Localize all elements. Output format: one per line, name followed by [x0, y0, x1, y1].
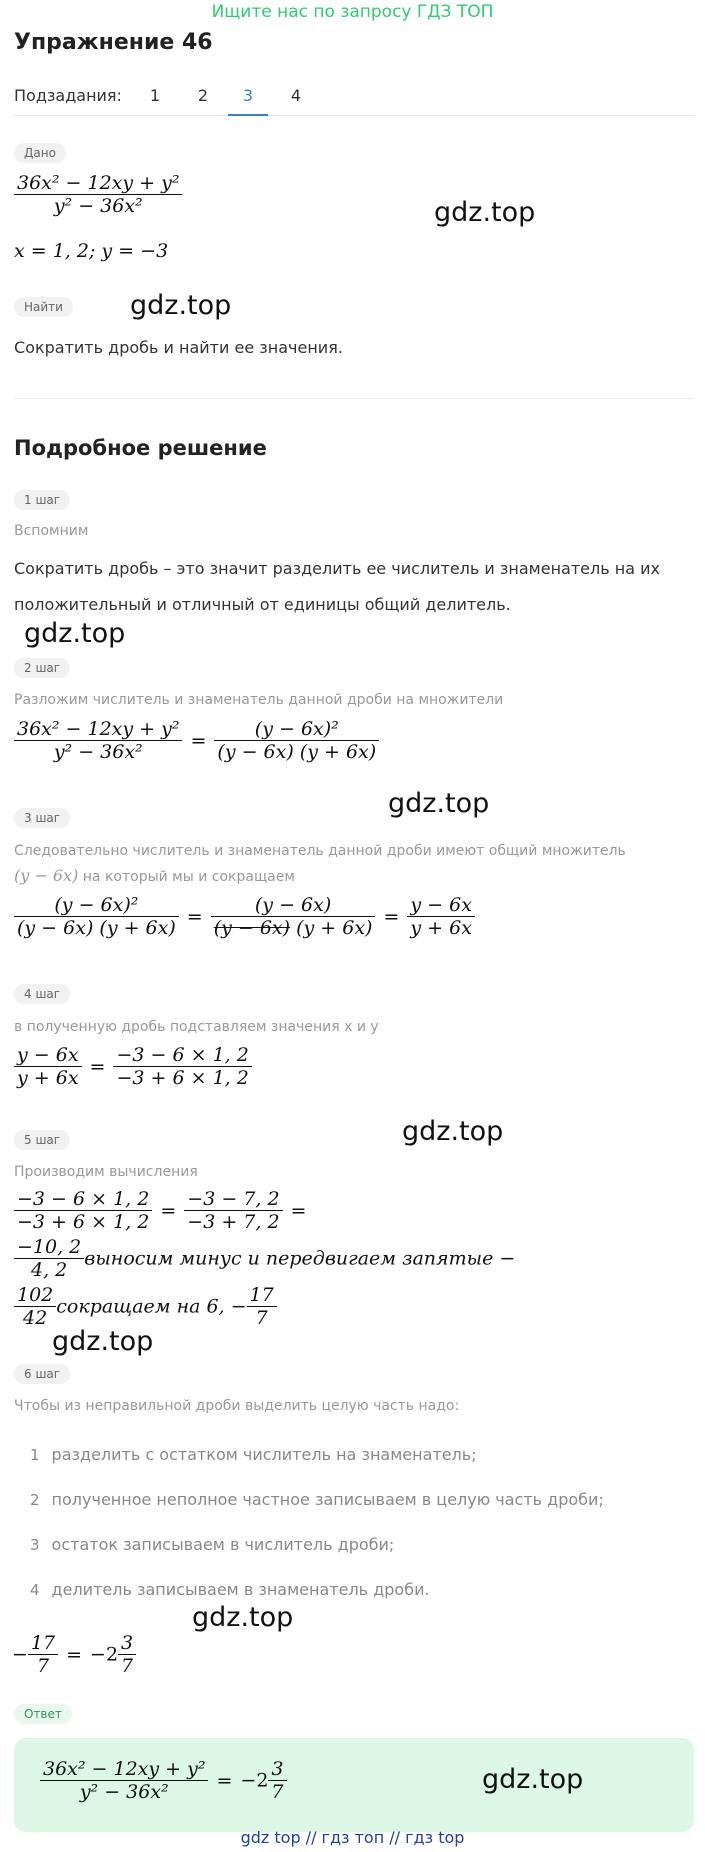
given-fraction-numerator: 36x² − 12xy + y² [14, 172, 182, 195]
watermark: gdz.top [52, 1326, 154, 1357]
equals-sign: = [383, 905, 400, 928]
step-5-b-denominator: −3 + 7, 2 [187, 1211, 280, 1233]
step-2-chip: 2 шаг [14, 658, 70, 678]
list-item-number: 2 [30, 1491, 40, 1509]
step-5-chip: 5 шаг [14, 1130, 70, 1150]
given-fraction [14, 172, 182, 217]
equals-sign: = [89, 1055, 106, 1078]
given-fraction-denominator: y² − 36x² [53, 195, 143, 217]
step-4-equation [14, 1044, 252, 1089]
tab-subtask-3[interactable]: 3 [242, 86, 254, 105]
step-3-c-denominator: y + 6x [410, 917, 472, 939]
find-text: Сократить дробь и найти ее значения. [14, 338, 343, 357]
step-5-muted: Производим вычисления [14, 1164, 198, 1180]
tabs-divider [14, 115, 694, 116]
step-6-rhs-denominator: 7 [121, 1655, 134, 1677]
equals-sign: = [160, 1199, 177, 1222]
equals-sign: = [290, 1199, 307, 1222]
answer-box [14, 1738, 694, 1832]
step-3-a-numerator: (y − 6x)² [14, 894, 179, 917]
step-3-b-denominator [211, 917, 376, 939]
step-5-d-denominator: 42 [23, 1307, 48, 1329]
answer-fraction-denominator: 7 [271, 1781, 284, 1803]
step-4-chip: 4 шаг [14, 984, 70, 1004]
footer-links[interactable]: gdz top // гдз топ // гдз top [240, 1828, 465, 1847]
step-6-f-denominator: 7 [36, 1655, 50, 1677]
step-5-c-numerator: −10, 2 [14, 1236, 84, 1259]
step-5-c-denominator: 4, 2 [31, 1259, 68, 1281]
step-5-e-denominator: 7 [255, 1307, 268, 1329]
step-3-chip: 3 шаг [14, 808, 70, 828]
section-divider [14, 398, 694, 399]
step-2-lhs-numerator: 36x² − 12xy + y² [14, 718, 182, 741]
step-1-line-1: Сократить дробь – это значит разделить ее числитель и знаменатель на их [14, 559, 660, 578]
answer-chip: Ответ [14, 1704, 72, 1724]
list-item-text: полученное неполное частное записываем в целую часть дроби; [51, 1490, 604, 1509]
step-4-a-denominator: y + 6x [17, 1067, 79, 1089]
list-item [30, 1490, 604, 1509]
step-2-rhs-denominator: (y − 6x) (y + 6x) [217, 741, 377, 763]
step-6-equation [12, 1632, 136, 1677]
equals-sign: = [190, 729, 207, 752]
step-5-a-denominator: −3 + 6 × 1, 2 [17, 1211, 150, 1233]
step-3-b-remaining-factor: (y + 6x) [290, 917, 373, 939]
step-6-f-numerator: 17 [28, 1632, 58, 1655]
step-5-d-numerator: 102 [14, 1284, 56, 1307]
step-6-muted: Чтобы из неправильной дроби выделить целую часть надо: [14, 1398, 460, 1414]
step-3-b-numerator: (y − 6x) [211, 894, 376, 917]
list-item-number: 4 [30, 1581, 40, 1599]
answer-equation [40, 1758, 287, 1803]
list-item-text: остаток записываем в числитель дроби; [51, 1535, 395, 1554]
step-1-chip: 1 шаг [14, 490, 70, 510]
step-5-b-numerator: −3 − 7, 2 [184, 1188, 282, 1211]
list-item-number: 1 [30, 1446, 40, 1464]
step-5-equation-3 [14, 1284, 277, 1329]
watermark: gdz.top [388, 788, 490, 819]
step-6-whole-part: −2 [90, 1643, 119, 1666]
tab-subtask-1[interactable]: 1 [149, 86, 161, 105]
step-3-muted-line-1: Следовательно числитель и знаменатель данной дроби имеют общий множитель [14, 843, 626, 859]
answer-numerator: 36x² − 12xy + y² [40, 1758, 208, 1781]
list-item [30, 1535, 394, 1554]
step-5-a-numerator: −3 − 6 × 1, 2 [14, 1188, 152, 1211]
watermark: gdz.top [402, 1116, 504, 1147]
step-4-b-numerator: −3 − 6 × 1, 2 [113, 1044, 251, 1067]
watermark: gdz.top [130, 290, 232, 321]
list-item-text: разделить с остатком числитель на знаменатель; [51, 1445, 477, 1464]
active-tab-indicator [228, 114, 268, 116]
watermark: gdz.top [192, 1602, 294, 1633]
given-values: x = 1, 2; y = −3 [14, 240, 169, 262]
step-2-equation [14, 718, 379, 763]
step-3-c-numerator: y − 6x [407, 894, 475, 917]
step-6-rhs-numerator: 3 [118, 1632, 136, 1655]
step-2-lhs-denominator: y² − 36x² [53, 741, 143, 763]
top-search-link[interactable]: Ищите нас по запросу ГДЗ ТОП [211, 2, 494, 22]
answer-denominator: y² − 36x² [79, 1781, 169, 1803]
step-5-equation-1 [14, 1188, 314, 1233]
answer-fraction-numerator: 3 [268, 1758, 286, 1781]
watermark: gdz.top [482, 1764, 584, 1795]
minus-sign: − [12, 1643, 28, 1666]
step-1-line-2: положительный и отличный от единицы общий делитель. [14, 595, 511, 614]
solution-title: Подробное решение [14, 436, 267, 460]
answer-whole-part: −2 [240, 1769, 269, 1792]
step-4-muted: в полученную дробь подставляем значения х и у [14, 1019, 379, 1035]
step-4-b-denominator: −3 + 6 × 1, 2 [116, 1067, 249, 1089]
step-3-muted-line-2 [14, 866, 295, 885]
step-3-factor-text: на который мы и сокращаем [78, 869, 295, 885]
given-chip: Дано [14, 143, 66, 163]
step-5-e-numerator: 17 [247, 1284, 277, 1307]
step-2-rhs-numerator: (y − 6x)² [214, 718, 379, 741]
step-5-d-text: сокращаем на 6, − [56, 1295, 247, 1318]
step-3-a-denominator: (y − 6x) (y + 6x) [17, 917, 176, 939]
find-chip: Найти [14, 297, 73, 317]
step-5-c-text: выносим минус и передвигаем запятые − [84, 1247, 516, 1270]
step-2-muted: Разложим числитель и знаменатель данной дроби на множители [14, 692, 504, 708]
list-item [30, 1445, 477, 1464]
subtasks-label: Подзадания: [14, 86, 122, 105]
step-1-muted: Вспомним [14, 523, 89, 539]
watermark: gdz.top [24, 618, 126, 649]
equals-sign: = [216, 1769, 233, 1792]
step-6-chip: 6 шаг [14, 1364, 70, 1384]
list-item-text: делитель записываем в знаменатель дроби. [51, 1580, 430, 1599]
equals-sign: = [66, 1643, 83, 1666]
step-3-b-cancelled-factor: (y − 6x) [213, 917, 291, 939]
watermark: gdz.top [434, 197, 536, 228]
equals-sign: = [186, 905, 203, 928]
list-item-number: 3 [30, 1536, 40, 1554]
step-3-equation [14, 894, 475, 939]
step-4-a-numerator: y − 6x [14, 1044, 82, 1067]
tab-subtask-4[interactable]: 4 [290, 86, 302, 105]
step-5-equation-2 [14, 1236, 515, 1281]
list-item [30, 1580, 430, 1599]
tab-subtask-2[interactable]: 2 [197, 86, 209, 105]
page-title: Упражнение 46 [14, 30, 213, 55]
step-3-factor: (y − 6x) [14, 866, 79, 885]
